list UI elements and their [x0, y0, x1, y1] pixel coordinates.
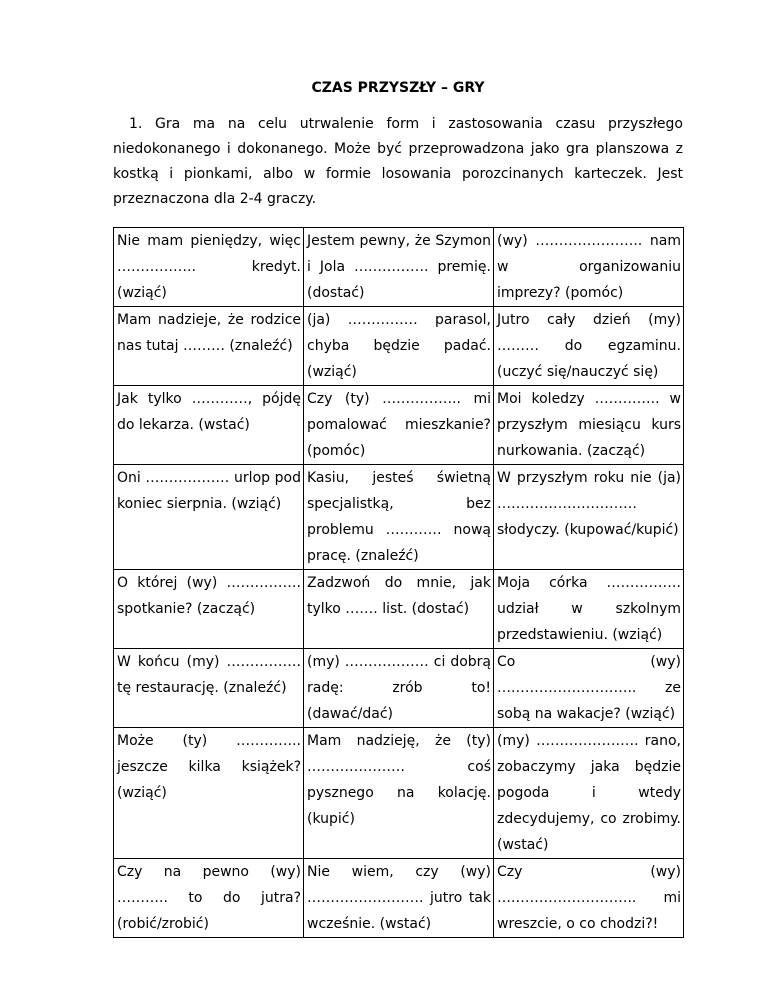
- exercise-cell: W przyszłym roku nie (ja) ………………………… słodyczy. (kupować/kupić): [494, 465, 684, 570]
- table-row: [114, 465, 684, 570]
- exercise-table: [113, 227, 684, 938]
- table-row: [114, 570, 684, 649]
- exercise-cell: (my) ……………… ci dobrą radę: zrób to! (dawać/dać): [304, 649, 494, 728]
- exercise-cell: Czy (wy) ….…………………….. mi wreszcie, o co chodzi?!: [494, 859, 684, 938]
- exercise-cell: Czy na pewno (wy) ……….. to do jutra? (robić/zrobić): [114, 859, 304, 938]
- table-row: [114, 228, 684, 307]
- exercise-cell: W końcu (my) ……………. tę restaurację. (znaleźć): [114, 649, 304, 728]
- exercise-cell: Nie mam pieniędzy, więc …………….. kredyt. (wziąć): [114, 228, 304, 307]
- exercise-cell: (my) …………………. rano, zobaczymy jaka będzie pogoda i wtedy zdecydujemy, co zrobimy. (wstać): [494, 728, 684, 859]
- intro-paragraph: 1. Gra ma na celu utrwalenie form i zastosowania czasu przyszłego niedokonanego i dokonanego. Może być przeprowadzona jako gra planszowa z kostką i pionkami, albo w formie losowania porozcinanych karteczek. Jest przeznaczona dla 2-4 graczy.: [113, 116, 683, 207]
- exercise-cell: Moja córka ……………. udział w szkolnym przedstawieniu. (wziąć): [494, 570, 684, 649]
- exercise-cell: Zadzwoń do mnie, jak tylko ……. list. (dostać): [304, 570, 494, 649]
- document-title: CZAS PRZYSZŁY – GRY: [311, 80, 485, 96]
- exercise-cell: Może (ty) ………….. jeszcze kilka książek? (wziąć): [114, 728, 304, 859]
- exercise-cell: Co (wy) ….…………………….. ze sobą na wakacje? (wziąć): [494, 649, 684, 728]
- exercise-cell: Moi koledzy ………….. w przyszłym miesiącu kurs nurkowania. (zacząć): [494, 386, 684, 465]
- exercise-cell: Mam nadzieje, że rodzice nas tutaj ……… (znaleźć): [114, 307, 304, 386]
- exercise-cell: Oni ……………… urlop pod koniec sierpnia. (wziąć): [114, 465, 304, 570]
- exercise-cell: Kasiu, jesteś świetną specjalistką, bez problemu ………… nową pracę. (znaleźć): [304, 465, 494, 570]
- exercise-cell: Jestem pewny, że Szymon i Jola ……………. premię. (dostać): [304, 228, 494, 307]
- exercise-cell: O której (wy) ……………. spotkanie? (zacząć): [114, 570, 304, 649]
- exercise-cell: (ja) …………… parasol, chyba będzie padać. (wziąć): [304, 307, 494, 386]
- exercise-cell: Jutro cały dzień (my) ……… do egzaminu. (uczyć się/nauczyć się): [494, 307, 684, 386]
- exercise-cell: Mam nadzieję, że (ty) ………………… coś pysznego na kolację. (kupić): [304, 728, 494, 859]
- exercise-cell: (wy) ………………….. nam w organizowaniu imprezy? (pomóc): [494, 228, 684, 307]
- table-row: [114, 859, 684, 938]
- exercise-cell: Czy (ty) …………….. mi pomalować mieszkanie? (pomóc): [304, 386, 494, 465]
- table-row: [114, 307, 684, 386]
- table-row: [114, 649, 684, 728]
- exercise-cell: Jak tylko …………, pójdę do lekarza. (wstać): [114, 386, 304, 465]
- table-row: [114, 728, 684, 859]
- table-row: [114, 386, 684, 465]
- exercise-cell: Nie wiem, czy (wy) ……………………. jutro tak wcześnie. (wstać): [304, 859, 494, 938]
